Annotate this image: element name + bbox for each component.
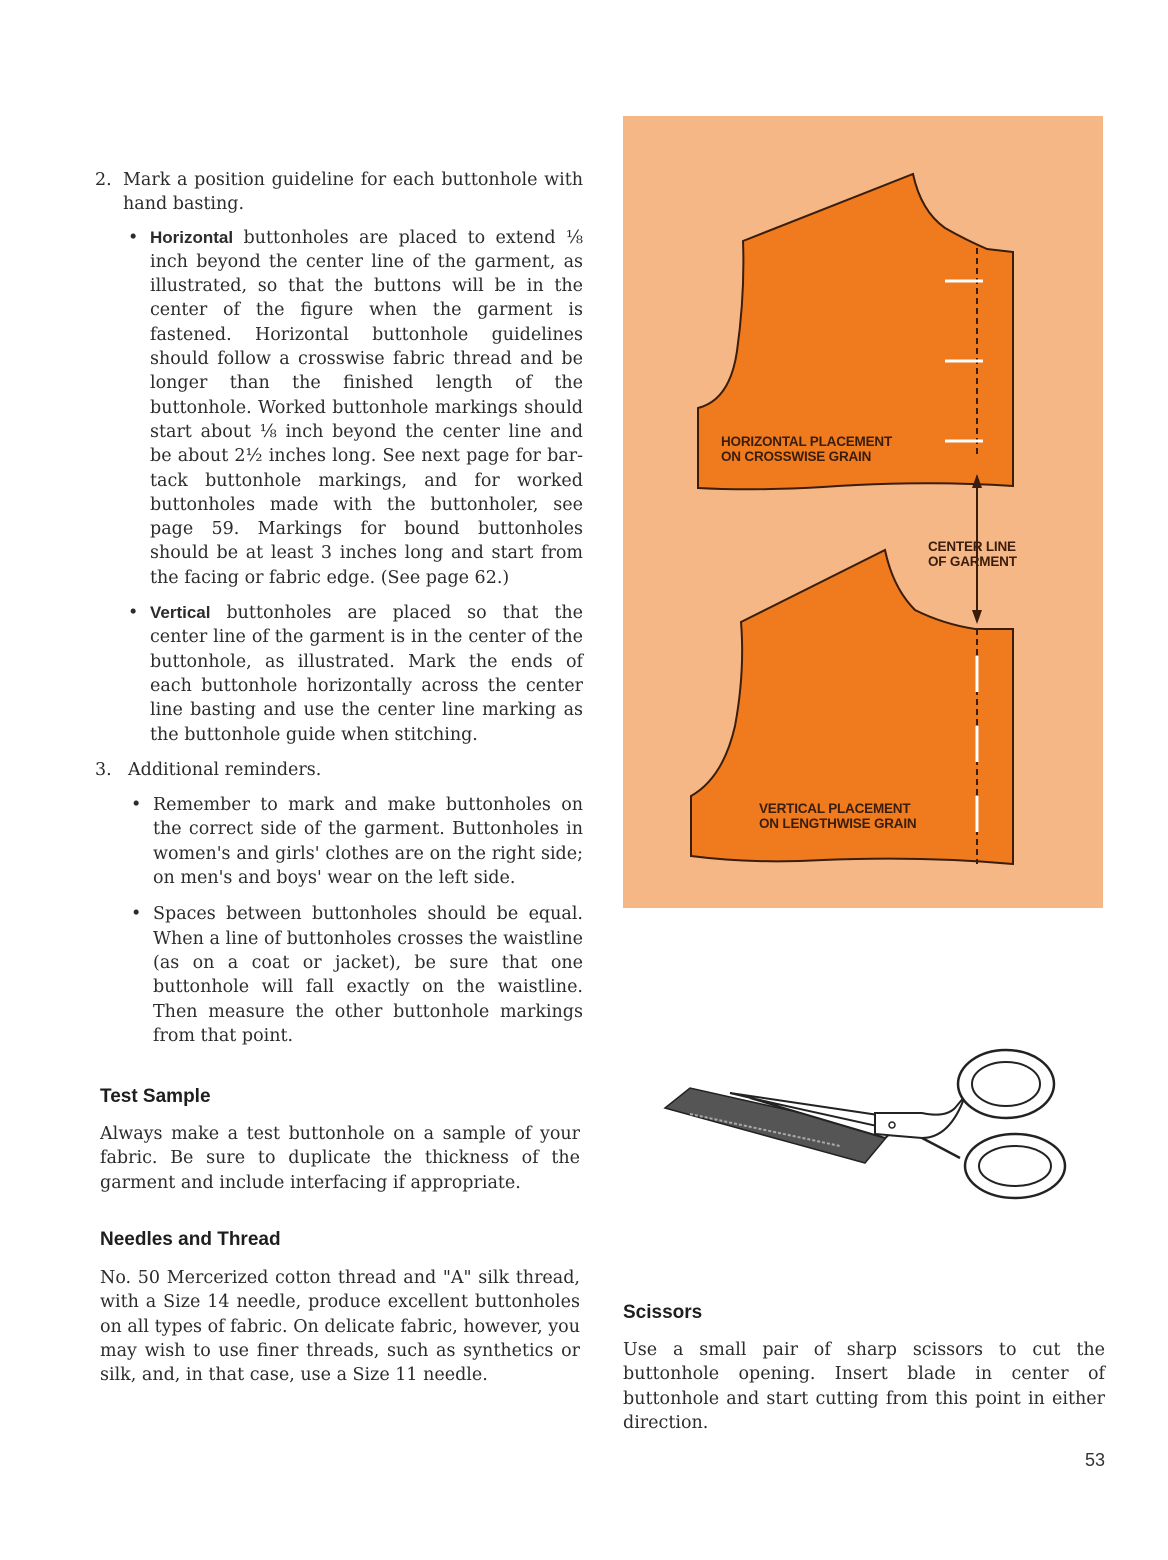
left-column (95, 168, 583, 1048)
test-sample-section (100, 1122, 580, 1195)
horizontal-placement-label (721, 434, 892, 464)
bullet-text: Remember to mark and make buttonholes on the correct side of the garment. Buttonholes in women's and girls' clothes are on the right side; on men's and boys' wear on the left side. (153, 795, 583, 889)
bullet-vertical (125, 601, 583, 747)
bullet-dot-icon: • (131, 904, 142, 925)
bullet-text: buttonholes are placed to extend ⅛ inch beyond the center line of the garment, as illustrated, so that the buttons will be in the center of the figure when the garment is fastened. Horizontal buttonhole guidelines should follow a crosswise fabric thread and be longer than the finished length of the buttonhole. Worked buttonhole markings should start about ⅛ inch beyond the center line and be about 2½ inches long. See next page for bar-tack buttonhole markings, and for worked buttonholes made with the buttonholer, see page 59. Markings for bound buttonholes should be at least 3 inches long and start from the facing or fabric edge. (See page 62.) (150, 227, 583, 588)
list-item-2 (95, 168, 583, 217)
bullet-text: Spaces between buttonholes should be equal. When a line of buttonholes crosses the waistline (as on a coat or jacket), be sure that one buttonhole will fall exactly on the waistline. Then measure the other buttonhole markings from that point. (153, 904, 583, 1046)
center-line-label (928, 539, 1017, 569)
label-line: ON CROSSWISE GRAIN (721, 449, 872, 464)
scissors-text: Use a small pair of sharp scissors to cut the buttonhole opening. Insert blade in center of buttonhole and start cutting from this point in either direction. (623, 1340, 1105, 1433)
bullet-reminder-2 (128, 902, 583, 1048)
buttonhole-placement-figure (623, 116, 1103, 908)
bullet-dot-icon: • (128, 603, 139, 624)
page-number: 53 (1084, 1450, 1105, 1470)
list-number: 3. (95, 759, 112, 780)
label-line: HORIZONTAL PLACEMENT (721, 434, 892, 449)
list-item-3 (95, 758, 583, 782)
list-item-text: Mark a position guideline for each buttonhole with hand basting. (123, 170, 583, 215)
bullet-lead: Horizontal (150, 227, 234, 247)
scissors-icon (660, 1038, 1080, 1208)
test-sample-heading: Test Sample (100, 1086, 211, 1107)
bullet-dot-icon: • (131, 795, 142, 816)
list-item-text: Additional reminders. (128, 759, 322, 780)
needles-section (100, 1266, 580, 1387)
bullet-horizontal (125, 226, 583, 590)
scissors-pivot (875, 1096, 965, 1138)
list-number: 2. (95, 170, 112, 190)
garment-illustration (623, 116, 1103, 908)
bullet-text: buttonholes are placed so that the center line of the garment is in the center of the buttonhole, as illustrated. Mark the ends of each buttonhole horizontally across the center line basting and use the center line marking as the buttonhole guide when stitching. (150, 603, 583, 745)
scissors-heading: Scissors (623, 1302, 703, 1323)
bullet-reminder-1 (128, 793, 583, 890)
arrow-down-icon (972, 610, 982, 624)
test-sample-text: Always make a test buttonhole on a sample of your fabric. Be sure to duplicate the thickness of the garment and include interfacing if appropriate. (100, 1124, 580, 1193)
bullet-dot-icon: • (128, 227, 139, 248)
needles-heading: Needles and Thread (100, 1229, 281, 1250)
vertical-placement-label (759, 801, 916, 831)
scissors-handle-lower-hole (979, 1146, 1051, 1186)
label-line: ON LENGTHWISE GRAIN (759, 816, 917, 831)
label-line: VERTICAL PLACEMENT (759, 801, 911, 816)
scissors-handle-upper-hole (972, 1062, 1040, 1106)
scissors-screw (889, 1122, 895, 1128)
scissors-section (623, 1338, 1105, 1435)
scissors-shank (922, 1138, 960, 1158)
label-line: CENTER LINE (928, 539, 1016, 554)
label-line: OF GARMENT (928, 554, 1017, 569)
bullet-lead: Vertical (150, 603, 211, 623)
needles-text: No. 50 Mercerized cotton thread and "A" silk thread, with a Size 14 needle, produce excellent buttonholes on all types of fabric. On delicate fabric, however, you may wish to use finer threads, such as synthetics or silk, and, in that case, use a Size 11 needle. (100, 1268, 580, 1386)
